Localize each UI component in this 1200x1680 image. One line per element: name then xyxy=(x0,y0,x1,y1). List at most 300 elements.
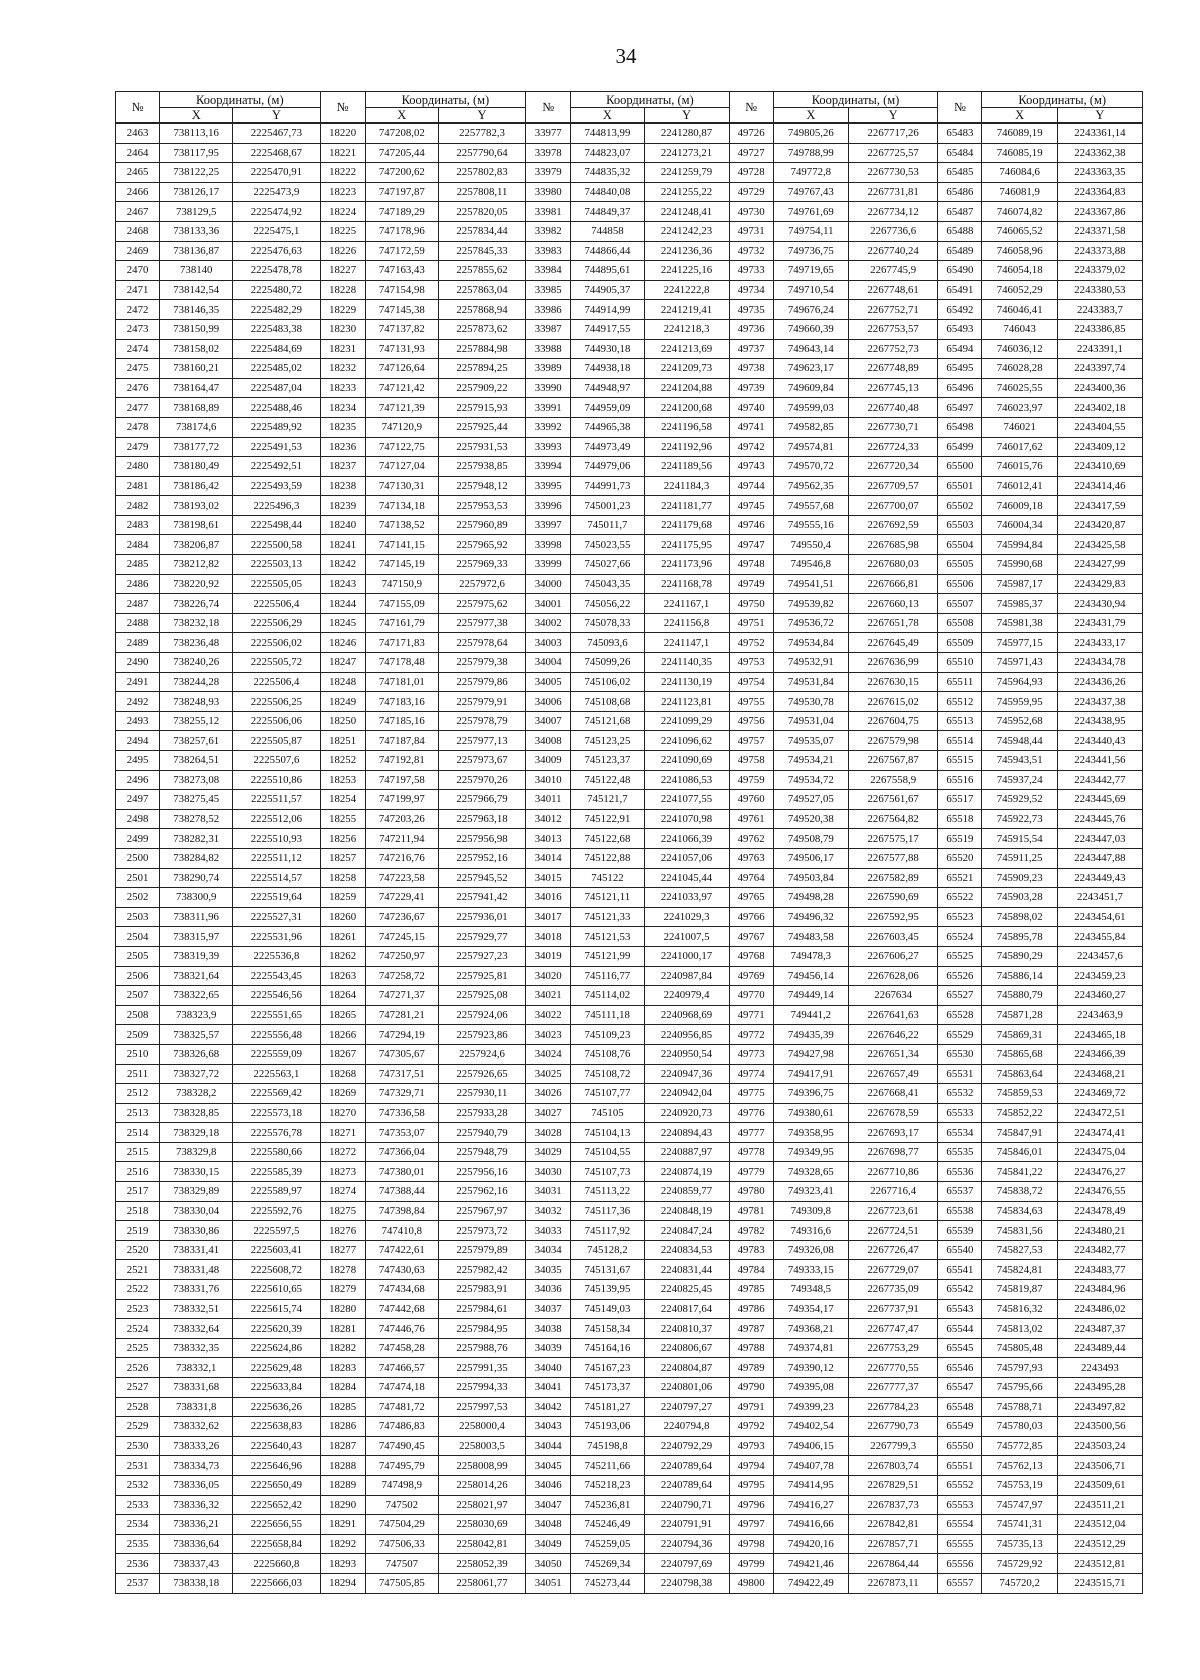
x-coordinate-cell: 747211,94 xyxy=(365,829,438,849)
x-coordinate-cell: 746065,52 xyxy=(982,221,1057,241)
table-row xyxy=(116,1123,1143,1143)
y-coordinate-cell: 2257945,52 xyxy=(438,868,525,888)
y-coordinate-cell: 2240831,44 xyxy=(644,1260,729,1280)
y-coordinate-cell: 2225503,13 xyxy=(233,555,320,575)
y-coordinate-cell: 2267752,71 xyxy=(849,300,938,320)
y-coordinate-cell: 2225640,43 xyxy=(233,1436,320,1456)
x-coordinate-cell: 745816,32 xyxy=(982,1299,1057,1319)
point-number-cell: 18267 xyxy=(320,1044,365,1064)
y-coordinate-cell: 2243437,38 xyxy=(1057,692,1142,712)
x-column-header: X xyxy=(571,108,644,124)
y-coordinate-cell: 2241248,41 xyxy=(644,202,729,222)
x-coordinate-cell: 738300,9 xyxy=(160,888,233,908)
y-coordinate-cell: 2243434,78 xyxy=(1057,653,1142,673)
y-coordinate-cell: 2225506,06 xyxy=(233,711,320,731)
table-row xyxy=(116,1280,1143,1300)
point-number-cell: 65498 xyxy=(938,417,982,437)
table-row xyxy=(116,123,1143,143)
y-coordinate-cell: 2241077,55 xyxy=(644,790,729,810)
y-coordinate-cell: 2225480,72 xyxy=(233,280,320,300)
x-coordinate-cell: 745971,43 xyxy=(982,653,1057,673)
coordinates-group-header: Координаты, (м) xyxy=(982,92,1143,108)
x-coordinate-cell: 747150,9 xyxy=(365,574,438,594)
table-row xyxy=(116,182,1143,202)
x-coordinate-cell: 749414,95 xyxy=(773,1475,848,1495)
point-number-cell: 18288 xyxy=(320,1456,365,1476)
y-coordinate-cell: 2267740,24 xyxy=(849,241,938,261)
x-coordinate-cell: 745747,97 xyxy=(982,1495,1057,1515)
y-coordinate-cell: 2257940,79 xyxy=(438,1123,525,1143)
point-number-cell: 49741 xyxy=(729,417,773,437)
x-coordinate-cell: 738331,68 xyxy=(160,1378,233,1398)
y-coordinate-cell: 2267603,45 xyxy=(849,927,938,947)
y-coordinate-cell: 2267567,87 xyxy=(849,751,938,771)
table-row xyxy=(116,613,1143,633)
point-number-cell: 34039 xyxy=(526,1338,571,1358)
y-coordinate-cell: 2225506,4 xyxy=(233,594,320,614)
y-coordinate-cell: 2225476,63 xyxy=(233,241,320,261)
table-row xyxy=(116,241,1143,261)
x-coordinate-cell: 738177,72 xyxy=(160,437,233,457)
point-number-cell: 65543 xyxy=(938,1299,982,1319)
point-number-cell: 2515 xyxy=(116,1142,160,1162)
table-row xyxy=(116,574,1143,594)
y-coordinate-cell: 2243451,7 xyxy=(1057,888,1142,908)
x-coordinate-cell: 747126,64 xyxy=(365,359,438,379)
y-coordinate-cell: 2225551,65 xyxy=(233,1005,320,1025)
point-number-cell: 49747 xyxy=(729,535,773,555)
x-coordinate-cell: 747138,52 xyxy=(365,515,438,535)
x-coordinate-cell: 738160,21 xyxy=(160,359,233,379)
point-number-cell: 49744 xyxy=(729,476,773,496)
point-number-cell: 65506 xyxy=(938,574,982,594)
x-coordinate-cell: 747329,71 xyxy=(365,1084,438,1104)
point-number-cell: 49778 xyxy=(729,1142,773,1162)
point-number-cell: 49792 xyxy=(729,1417,773,1437)
point-number-cell: 34020 xyxy=(526,966,571,986)
x-coordinate-cell: 744858 xyxy=(571,221,644,241)
x-coordinate-cell: 738278,52 xyxy=(160,809,233,829)
x-coordinate-cell: 747178,96 xyxy=(365,221,438,241)
table-row xyxy=(116,966,1143,986)
x-coordinate-cell: 746046,41 xyxy=(982,300,1057,320)
x-coordinate-cell: 738332,35 xyxy=(160,1338,233,1358)
y-coordinate-cell: 2241156,8 xyxy=(644,613,729,633)
point-number-cell: 34050 xyxy=(526,1554,571,1574)
x-coordinate-cell: 747205,44 xyxy=(365,143,438,163)
x-coordinate-cell: 749557,68 xyxy=(773,496,848,516)
y-coordinate-cell: 2243478,49 xyxy=(1057,1201,1142,1221)
y-coordinate-cell: 2225487,04 xyxy=(233,378,320,398)
y-coordinate-cell: 2241236,36 xyxy=(644,241,729,261)
y-coordinate-cell: 2267575,17 xyxy=(849,829,938,849)
point-number-cell: 65483 xyxy=(938,123,982,143)
point-number-cell: 2486 xyxy=(116,574,160,594)
x-coordinate-cell: 745871,28 xyxy=(982,1005,1057,1025)
point-number-cell: 18260 xyxy=(320,907,365,927)
x-coordinate-cell: 738311,96 xyxy=(160,907,233,927)
x-coordinate-cell: 746054,18 xyxy=(982,261,1057,281)
y-coordinate-cell: 2267558,9 xyxy=(849,770,938,790)
x-coordinate-cell: 749441,2 xyxy=(773,1005,848,1025)
x-coordinate-cell: 745109,23 xyxy=(571,1025,644,1045)
point-number-cell: 2475 xyxy=(116,359,160,379)
x-coordinate-cell: 746089,19 xyxy=(982,123,1057,143)
x-coordinate-cell: 749736,75 xyxy=(773,241,848,261)
x-coordinate-cell: 745116,77 xyxy=(571,966,644,986)
x-coordinate-cell: 745805,48 xyxy=(982,1338,1057,1358)
x-coordinate-cell: 738336,32 xyxy=(160,1495,233,1515)
x-coordinate-cell: 738330,15 xyxy=(160,1162,233,1182)
y-coordinate-cell: 2243447,88 xyxy=(1057,848,1142,868)
x-coordinate-cell: 745813,02 xyxy=(982,1319,1057,1339)
y-coordinate-cell: 2241179,68 xyxy=(644,515,729,535)
point-number-cell: 65499 xyxy=(938,437,982,457)
y-coordinate-cell: 2225546,56 xyxy=(233,986,320,1006)
point-number-cell: 65490 xyxy=(938,261,982,281)
x-coordinate-cell: 745762,13 xyxy=(982,1456,1057,1476)
y-coordinate-cell: 2243429,83 xyxy=(1057,574,1142,594)
point-number-cell: 18272 xyxy=(320,1142,365,1162)
y-coordinate-cell: 2225615,74 xyxy=(233,1299,320,1319)
x-coordinate-cell: 749422,49 xyxy=(773,1573,848,1593)
y-coordinate-cell: 2241242,23 xyxy=(644,221,729,241)
y-coordinate-cell: 2267784,23 xyxy=(849,1397,938,1417)
y-coordinate-cell: 2257930,11 xyxy=(438,1084,525,1104)
y-coordinate-cell: 2240797,27 xyxy=(644,1397,729,1417)
y-coordinate-cell: 2225473,9 xyxy=(233,182,320,202)
point-number-cell: 33982 xyxy=(526,221,571,241)
x-coordinate-cell: 747474,18 xyxy=(365,1378,438,1398)
point-number-cell: 34044 xyxy=(526,1436,571,1456)
y-coordinate-cell: 2257970,26 xyxy=(438,770,525,790)
x-coordinate-cell: 738220,92 xyxy=(160,574,233,594)
y-coordinate-cell: 2225652,42 xyxy=(233,1495,320,1515)
x-coordinate-cell: 749562,35 xyxy=(773,476,848,496)
y-coordinate-cell: 2257845,33 xyxy=(438,241,525,261)
x-coordinate-cell: 744849,37 xyxy=(571,202,644,222)
table-row xyxy=(116,339,1143,359)
point-number-cell: 65549 xyxy=(938,1417,982,1437)
x-coordinate-cell: 745895,78 xyxy=(982,927,1057,947)
x-coordinate-cell: 747216,76 xyxy=(365,848,438,868)
point-number-cell: 2524 xyxy=(116,1319,160,1339)
x-coordinate-cell: 745863,64 xyxy=(982,1064,1057,1084)
y-coordinate-cell: 2225510,93 xyxy=(233,829,320,849)
y-coordinate-cell: 2225608,72 xyxy=(233,1260,320,1280)
point-number-cell: 2482 xyxy=(116,496,160,516)
y-coordinate-cell: 2257965,92 xyxy=(438,535,525,555)
x-coordinate-cell: 749395,08 xyxy=(773,1378,848,1398)
y-coordinate-cell: 2243459,23 xyxy=(1057,966,1142,986)
point-number-cell: 34041 xyxy=(526,1378,571,1398)
x-coordinate-cell: 745729,92 xyxy=(982,1554,1057,1574)
y-coordinate-cell: 2267725,57 xyxy=(849,143,938,163)
x-coordinate-cell: 745173,37 xyxy=(571,1378,644,1398)
x-coordinate-cell: 749527,05 xyxy=(773,790,848,810)
y-coordinate-cell: 2267720,34 xyxy=(849,457,938,477)
y-coordinate-cell: 2267731,81 xyxy=(849,182,938,202)
y-coordinate-cell: 2257868,94 xyxy=(438,300,525,320)
x-column-header: X xyxy=(365,108,438,124)
x-coordinate-cell: 745113,22 xyxy=(571,1182,644,1202)
point-number-cell: 65531 xyxy=(938,1064,982,1084)
x-coordinate-cell: 738336,05 xyxy=(160,1475,233,1495)
y-coordinate-cell: 2243362,38 xyxy=(1057,143,1142,163)
y-coordinate-cell: 2241099,29 xyxy=(644,711,729,731)
y-coordinate-cell: 2267724,51 xyxy=(849,1221,938,1241)
y-coordinate-cell: 2225488,46 xyxy=(233,398,320,418)
point-number-cell: 18249 xyxy=(320,692,365,712)
table-row xyxy=(116,221,1143,241)
x-coordinate-cell: 749503,84 xyxy=(773,868,848,888)
y-coordinate-cell: 2240806,67 xyxy=(644,1338,729,1358)
x-coordinate-cell: 745099,26 xyxy=(571,653,644,673)
point-number-cell: 2488 xyxy=(116,613,160,633)
x-coordinate-cell: 747495,79 xyxy=(365,1456,438,1476)
x-coordinate-cell: 745167,23 xyxy=(571,1358,644,1378)
point-number-cell: 18258 xyxy=(320,868,365,888)
x-coordinate-cell: 745827,53 xyxy=(982,1240,1057,1260)
x-coordinate-cell: 745105 xyxy=(571,1103,644,1123)
x-coordinate-cell: 747258,72 xyxy=(365,966,438,986)
point-number-cell: 2470 xyxy=(116,261,160,281)
x-coordinate-cell: 745108,68 xyxy=(571,692,644,712)
y-coordinate-cell: 2225633,84 xyxy=(233,1378,320,1398)
point-number-cell: 18220 xyxy=(320,123,365,143)
point-number-cell: 34023 xyxy=(526,1025,571,1045)
point-number-cell: 18230 xyxy=(320,319,365,339)
point-number-cell: 49732 xyxy=(729,241,773,261)
point-number-cell: 33989 xyxy=(526,359,571,379)
point-number-cell: 49743 xyxy=(729,457,773,477)
y-column-header: Y xyxy=(644,108,729,124)
y-coordinate-cell: 2243497,82 xyxy=(1057,1397,1142,1417)
y-coordinate-cell: 2267745,9 xyxy=(849,261,938,281)
x-coordinate-cell: 747294,19 xyxy=(365,1025,438,1045)
y-coordinate-cell: 2225511,57 xyxy=(233,790,320,810)
table-row xyxy=(116,378,1143,398)
x-coordinate-cell: 747466,57 xyxy=(365,1358,438,1378)
point-number-cell: 65496 xyxy=(938,378,982,398)
point-number-cell: 18282 xyxy=(320,1338,365,1358)
x-coordinate-cell: 745123,25 xyxy=(571,731,644,751)
y-coordinate-cell: 2257988,76 xyxy=(438,1338,525,1358)
point-number-cell: 65555 xyxy=(938,1534,982,1554)
y-coordinate-cell: 2267730,53 xyxy=(849,163,938,183)
y-coordinate-cell: 2257973,72 xyxy=(438,1221,525,1241)
point-number-cell: 65540 xyxy=(938,1240,982,1260)
y-coordinate-cell: 2258021,97 xyxy=(438,1495,525,1515)
point-number-cell: 18248 xyxy=(320,672,365,692)
x-coordinate-cell: 744840,08 xyxy=(571,182,644,202)
x-coordinate-cell: 738322,65 xyxy=(160,986,233,1006)
y-coordinate-cell: 2267740,48 xyxy=(849,398,938,418)
table-row xyxy=(116,319,1143,339)
point-number-cell: 2481 xyxy=(116,476,160,496)
y-coordinate-cell: 2257978,79 xyxy=(438,711,525,731)
point-number-cell: 65518 xyxy=(938,809,982,829)
y-coordinate-cell: 2225475,1 xyxy=(233,221,320,241)
x-coordinate-cell: 745093,6 xyxy=(571,633,644,653)
point-number-cell: 65497 xyxy=(938,398,982,418)
coordinates-group-header: Координаты, (м) xyxy=(160,92,320,108)
point-number-cell: 18273 xyxy=(320,1162,365,1182)
point-number-cell: 2466 xyxy=(116,182,160,202)
x-coordinate-cell: 749399,23 xyxy=(773,1397,848,1417)
y-coordinate-cell: 2267857,71 xyxy=(849,1534,938,1554)
y-coordinate-cell: 2257991,35 xyxy=(438,1358,525,1378)
point-number-cell: 34007 xyxy=(526,711,571,731)
y-coordinate-cell: 2243440,43 xyxy=(1057,731,1142,751)
x-coordinate-cell: 738150,99 xyxy=(160,319,233,339)
x-coordinate-cell: 749535,07 xyxy=(773,731,848,751)
point-number-cell: 33991 xyxy=(526,398,571,418)
point-number-cell: 34021 xyxy=(526,986,571,1006)
y-coordinate-cell: 2257963,18 xyxy=(438,809,525,829)
x-coordinate-cell: 738236,48 xyxy=(160,633,233,653)
y-coordinate-cell: 2225512,06 xyxy=(233,809,320,829)
point-number-cell: 2493 xyxy=(116,711,160,731)
x-coordinate-cell: 738332,1 xyxy=(160,1358,233,1378)
point-number-cell: 18268 xyxy=(320,1064,365,1084)
x-coordinate-cell: 745107,77 xyxy=(571,1084,644,1104)
point-number-cell: 49766 xyxy=(729,907,773,927)
x-coordinate-cell: 749333,15 xyxy=(773,1260,848,1280)
point-number-cell: 34043 xyxy=(526,1417,571,1437)
point-number-cell: 33987 xyxy=(526,319,571,339)
point-number-cell: 49754 xyxy=(729,672,773,692)
y-coordinate-cell: 2267668,41 xyxy=(849,1084,938,1104)
point-number-cell: 65538 xyxy=(938,1201,982,1221)
y-coordinate-cell: 2267842,81 xyxy=(849,1515,938,1535)
x-coordinate-cell: 747192,81 xyxy=(365,751,438,771)
point-number-cell: 18222 xyxy=(320,163,365,183)
point-number-cell: 49727 xyxy=(729,143,773,163)
point-number-cell: 49734 xyxy=(729,280,773,300)
y-coordinate-cell: 2267864,44 xyxy=(849,1554,938,1574)
y-coordinate-cell: 2225658,84 xyxy=(233,1534,320,1554)
x-coordinate-cell: 747199,97 xyxy=(365,790,438,810)
y-coordinate-cell: 2267615,02 xyxy=(849,692,938,712)
point-number-cell: 34018 xyxy=(526,927,571,947)
x-coordinate-cell: 749574,81 xyxy=(773,437,848,457)
x-coordinate-cell: 745720,2 xyxy=(982,1573,1057,1593)
x-coordinate-cell: 745246,49 xyxy=(571,1515,644,1535)
y-coordinate-cell: 2240887,97 xyxy=(644,1142,729,1162)
x-coordinate-cell: 745106,02 xyxy=(571,672,644,692)
point-number-cell: 34028 xyxy=(526,1123,571,1143)
x-coordinate-cell: 738158,02 xyxy=(160,339,233,359)
x-coordinate-cell: 745122,68 xyxy=(571,829,644,849)
y-coordinate-cell: 2243417,59 xyxy=(1057,496,1142,516)
point-number-cell: 65513 xyxy=(938,711,982,731)
point-number-cell: 18225 xyxy=(320,221,365,241)
y-coordinate-cell: 2257984,61 xyxy=(438,1299,525,1319)
x-coordinate-cell: 747434,68 xyxy=(365,1280,438,1300)
y-coordinate-cell: 2243512,29 xyxy=(1057,1534,1142,1554)
y-coordinate-cell: 2225482,29 xyxy=(233,300,320,320)
x-coordinate-cell: 745104,55 xyxy=(571,1142,644,1162)
x-coordinate-cell: 745121,33 xyxy=(571,907,644,927)
y-coordinate-cell: 2267606,27 xyxy=(849,946,938,966)
x-coordinate-cell: 749609,84 xyxy=(773,378,848,398)
x-coordinate-cell: 747200,62 xyxy=(365,163,438,183)
y-coordinate-cell: 2241255,22 xyxy=(644,182,729,202)
point-number-cell: 49787 xyxy=(729,1319,773,1339)
x-coordinate-cell: 749420,16 xyxy=(773,1534,848,1554)
x-coordinate-cell: 745198,8 xyxy=(571,1436,644,1456)
table-row xyxy=(116,515,1143,535)
point-number-cell: 2489 xyxy=(116,633,160,653)
x-coordinate-cell: 745959,95 xyxy=(982,692,1057,712)
table-row xyxy=(116,535,1143,555)
x-coordinate-cell: 745108,72 xyxy=(571,1064,644,1084)
y-coordinate-cell: 2241196,58 xyxy=(644,417,729,437)
y-coordinate-cell: 2225573,18 xyxy=(233,1103,320,1123)
point-number-cell: 18266 xyxy=(320,1025,365,1045)
point-number-cell: 33990 xyxy=(526,378,571,398)
point-number-cell: 65554 xyxy=(938,1515,982,1535)
y-coordinate-cell: 2257855,62 xyxy=(438,261,525,281)
point-number-cell: 34008 xyxy=(526,731,571,751)
x-coordinate-cell: 746074,82 xyxy=(982,202,1057,222)
point-number-cell: 18276 xyxy=(320,1221,365,1241)
point-number-cell: 33992 xyxy=(526,417,571,437)
point-number-cell: 33995 xyxy=(526,476,571,496)
y-coordinate-cell: 2243495,28 xyxy=(1057,1378,1142,1398)
x-coordinate-cell: 749534,72 xyxy=(773,770,848,790)
point-number-cell: 49797 xyxy=(729,1515,773,1535)
y-coordinate-cell: 2225506,29 xyxy=(233,613,320,633)
x-coordinate-cell: 747271,37 xyxy=(365,986,438,1006)
y-coordinate-cell: 2225624,86 xyxy=(233,1338,320,1358)
x-coordinate-cell: 738275,45 xyxy=(160,790,233,810)
y-coordinate-cell: 2257863,04 xyxy=(438,280,525,300)
point-number-cell: 18236 xyxy=(320,437,365,457)
point-number-cell: 49771 xyxy=(729,1005,773,1025)
point-number-cell: 49800 xyxy=(729,1573,773,1593)
point-number-cell: 18256 xyxy=(320,829,365,849)
table-row xyxy=(116,907,1143,927)
y-coordinate-cell: 2241130,19 xyxy=(644,672,729,692)
y-coordinate-cell: 2225543,45 xyxy=(233,966,320,986)
point-number-cell: 65488 xyxy=(938,221,982,241)
y-coordinate-cell: 2243489,44 xyxy=(1057,1338,1142,1358)
x-coordinate-cell: 745269,34 xyxy=(571,1554,644,1574)
y-coordinate-cell: 2225646,96 xyxy=(233,1456,320,1476)
point-number-cell: 65524 xyxy=(938,927,982,947)
point-number-cell: 18251 xyxy=(320,731,365,751)
point-number-cell: 49729 xyxy=(729,182,773,202)
y-coordinate-cell: 2257966,79 xyxy=(438,790,525,810)
point-number-cell: 2533 xyxy=(116,1495,160,1515)
y-coordinate-cell: 2267645,49 xyxy=(849,633,938,653)
point-number-cell: 33998 xyxy=(526,535,571,555)
x-coordinate-cell: 746052,29 xyxy=(982,280,1057,300)
point-number-header: № xyxy=(116,92,160,124)
point-number-cell: 65495 xyxy=(938,359,982,379)
page-number: 34 xyxy=(615,44,637,68)
y-coordinate-cell: 2241209,73 xyxy=(644,359,729,379)
table-row xyxy=(116,143,1143,163)
point-number-cell: 18247 xyxy=(320,653,365,673)
point-number-cell: 33984 xyxy=(526,261,571,281)
point-number-cell: 18253 xyxy=(320,770,365,790)
point-number-cell: 18278 xyxy=(320,1260,365,1280)
point-number-cell: 49740 xyxy=(729,398,773,418)
y-coordinate-cell: 2257994,33 xyxy=(438,1378,525,1398)
